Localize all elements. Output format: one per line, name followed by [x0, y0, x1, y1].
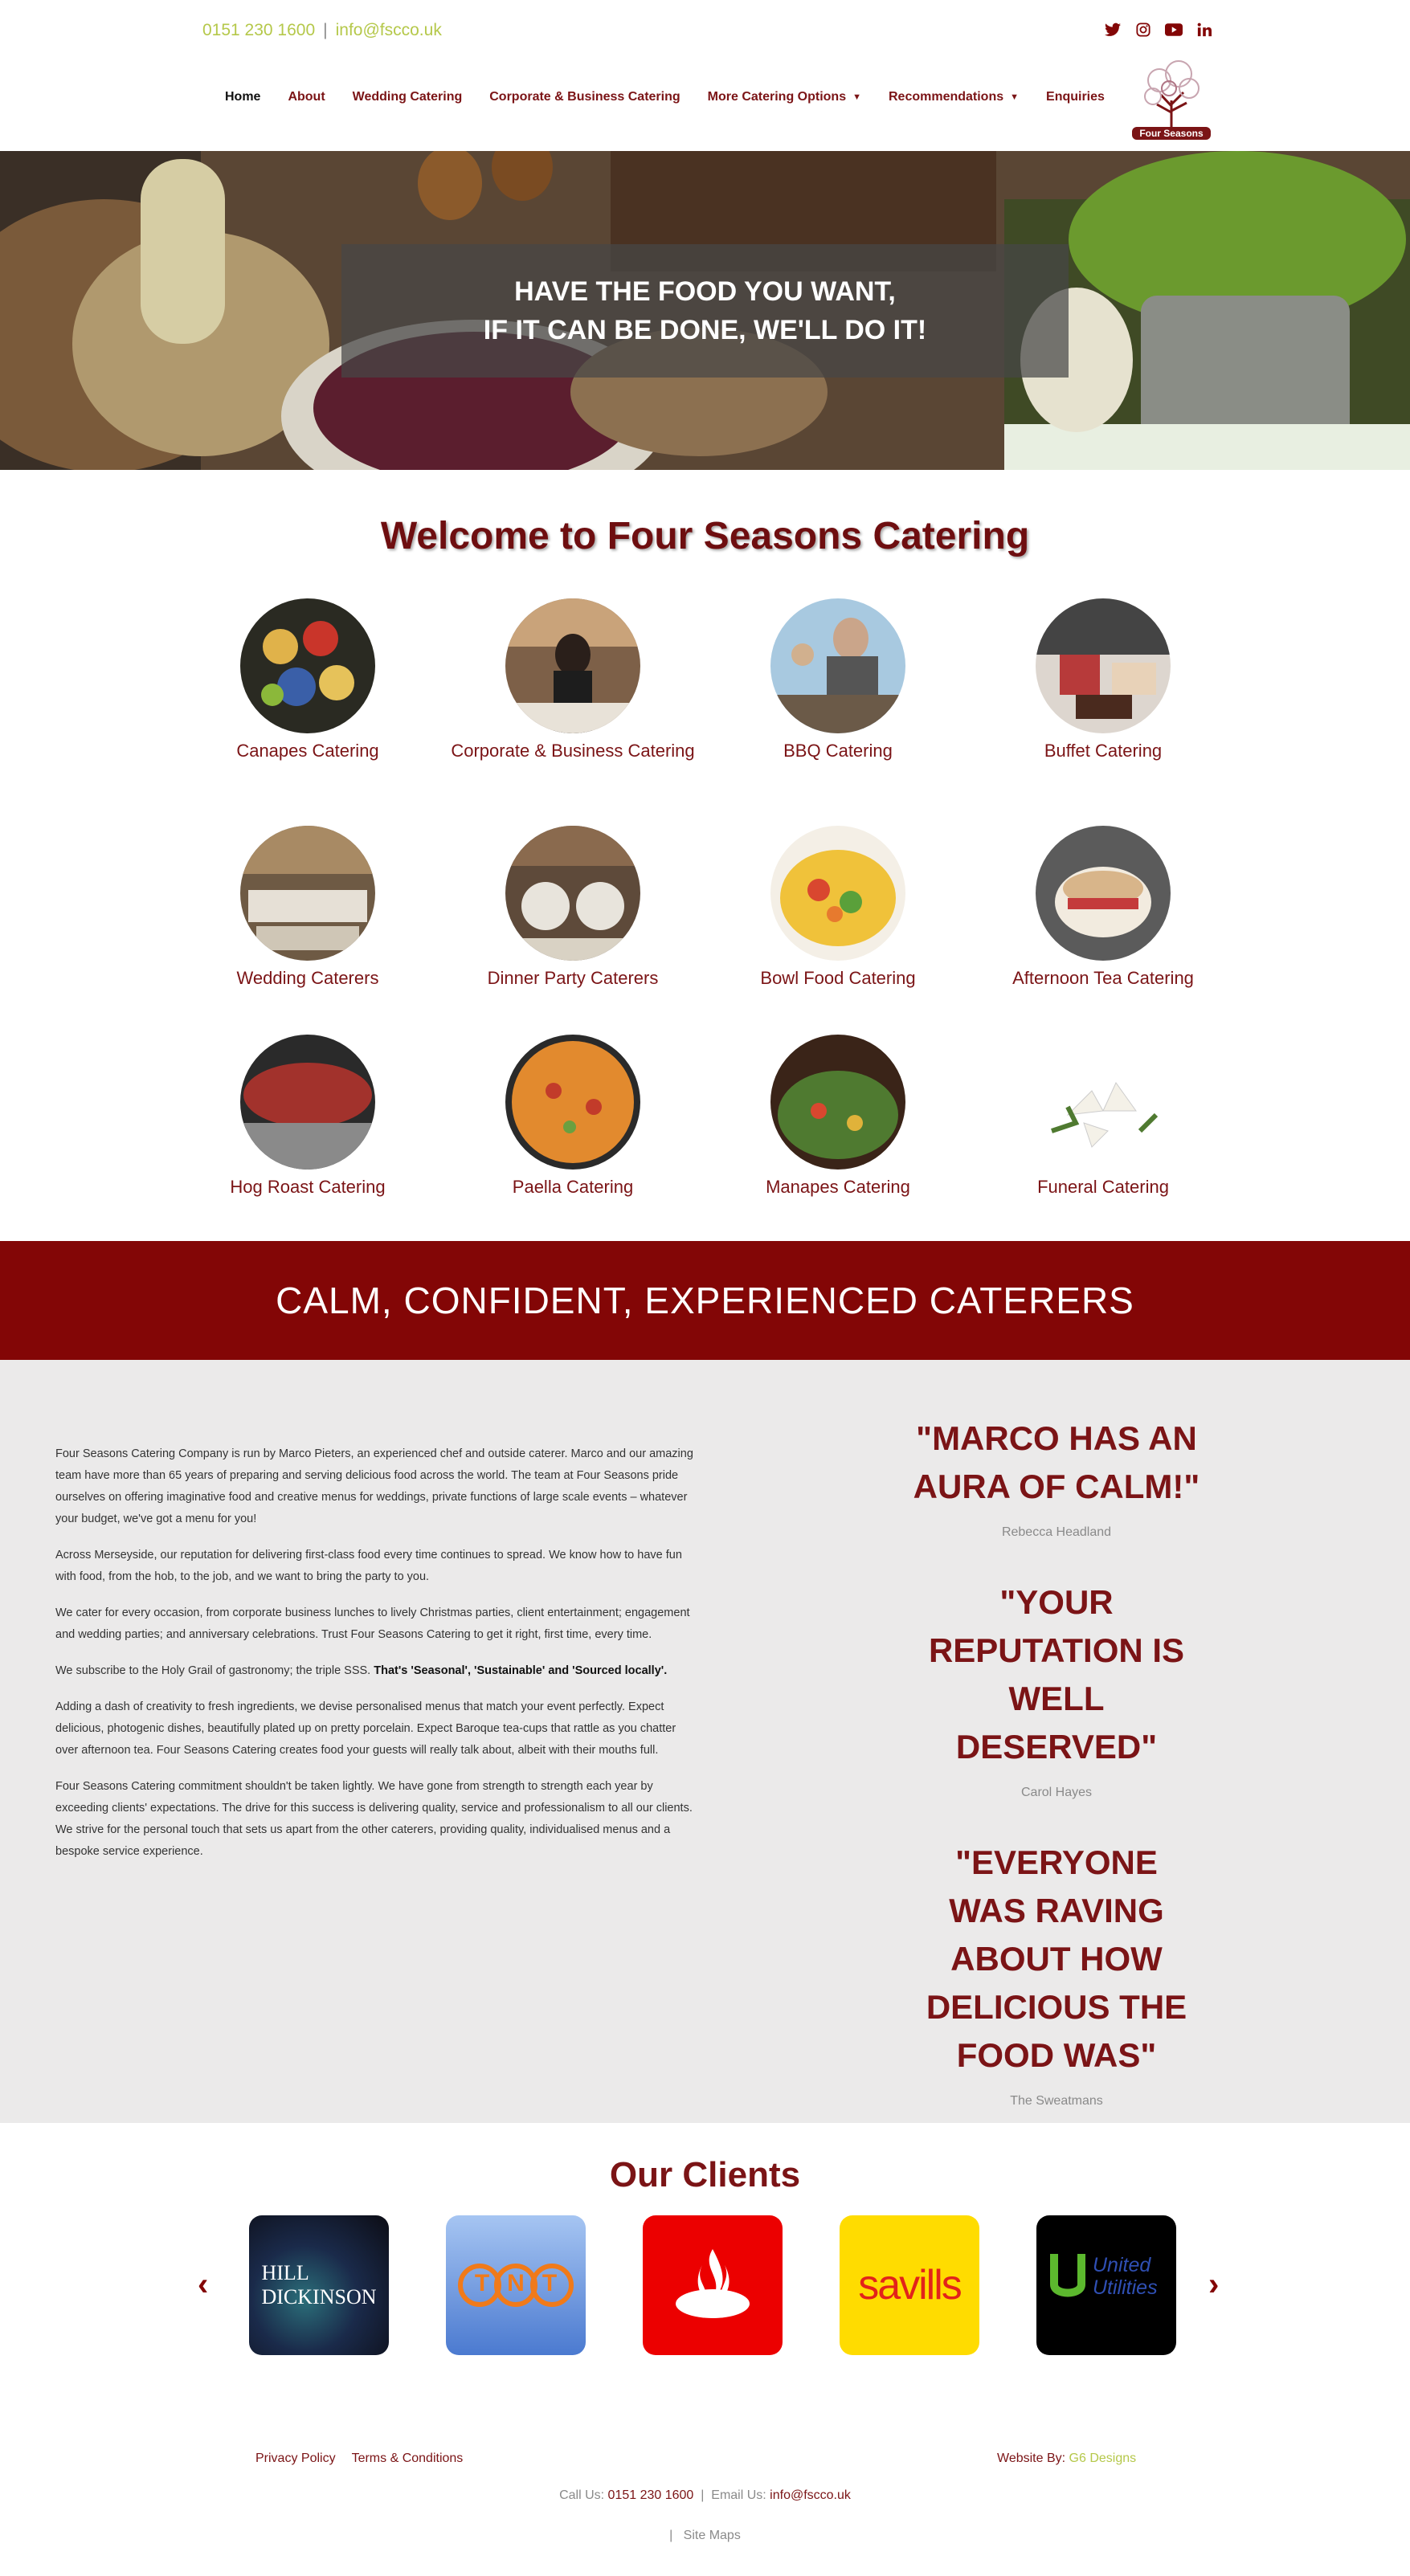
- tnt-wordmark: TNT: [474, 2270, 575, 2296]
- bbq-photo: [770, 598, 905, 733]
- nav-corporate-catering-label: Corporate & Business Catering: [489, 90, 680, 104]
- header-contact: [202, 21, 442, 40]
- nav-wedding-catering[interactable]: [353, 90, 463, 104]
- header-email-link[interactable]: info@fscco.uk: [335, 21, 442, 39]
- about-section: [0, 1360, 1410, 2123]
- testimonial-quote: "EVERYONE WAS RAVING ABOUT HOW DELICIOUS THE FOOD WAS": [926, 1843, 1187, 2074]
- testimonial-author: The Sweatmans: [1010, 2094, 1103, 2108]
- logo-text: Four Seasons: [1139, 128, 1204, 139]
- nav-more-options-label: More Catering Options: [707, 90, 847, 104]
- service-bbq[interactable]: [709, 598, 967, 761]
- hero-banner: [0, 151, 1410, 470]
- service-dinner-party[interactable]: [444, 826, 701, 988]
- footer-credit: [997, 2451, 1136, 2466]
- service-label: Corporate & Business Catering: [451, 741, 695, 761]
- service-label: Hog Roast Catering: [230, 1177, 386, 1197]
- canapes-photo: [240, 598, 375, 733]
- clients-title: Our Clients: [609, 2155, 801, 2194]
- nav-recommendations-label: Recommendations: [888, 90, 1004, 104]
- footer-sep: |: [701, 2488, 705, 2502]
- about-paragraph: Adding a dash of creativity to fresh ingredients, we devise personalised menus that match your event perfectly. Expect delicious, photogenic dishes, beautifully plated up on pretty porcelain. Expect Baroque tea-cups that rattle as you chatter over afternoon tea. Four Seasons Catering creates food your guests will really talk about, albeit with their mouths full.: [55, 1700, 676, 1757]
- footer-links: [255, 2451, 463, 2466]
- twitter-icon[interactable]: [1104, 21, 1122, 39]
- terms-link[interactable]: Terms & Conditions: [351, 2451, 464, 2465]
- nav-recommendations[interactable]: [889, 90, 1019, 104]
- service-bowl-food[interactable]: [709, 826, 967, 988]
- service-manapes[interactable]: [709, 1035, 967, 1197]
- nav-enquiries-label: Enquiries: [1046, 90, 1105, 104]
- testimonial-quote: "MARCO HAS AN AURA OF CALM!": [913, 1419, 1200, 1505]
- hog-roast-photo: [240, 1035, 375, 1170]
- about-text: [55, 1443, 698, 1877]
- united-utilities-line1: United: [1093, 2254, 1151, 2276]
- united-utilities-line2: Utilities: [1093, 2276, 1158, 2299]
- testimonial-quote: "YOUR REPUTATION IS WELL DESERVED": [928, 1583, 1185, 1766]
- header-separator: |: [323, 21, 328, 39]
- manapes-photo: [770, 1035, 905, 1170]
- funeral-lilies-photo: [1036, 1035, 1171, 1170]
- afternoon-tea-photo: [1036, 826, 1171, 961]
- social-links: [1104, 21, 1213, 39]
- paella-photo: [505, 1035, 640, 1170]
- service-afternoon-tea[interactable]: [975, 826, 1232, 988]
- testimonial-author: Rebecca Headland: [1001, 1525, 1112, 1539]
- footer-sep: |: [669, 2529, 673, 2542]
- nav-about-label: About: [288, 90, 325, 104]
- buffet-photo: [1036, 598, 1171, 733]
- client-hill-dickinson-wordmark: [262, 2261, 377, 2309]
- service-hog-roast[interactable]: [179, 1035, 436, 1197]
- service-canapes[interactable]: [179, 598, 436, 761]
- g6-designs-link[interactable]: G6 Designs: [1069, 2451, 1137, 2465]
- service-label: Afternoon Tea Catering: [1012, 968, 1194, 988]
- call-us-label: Call Us:: [559, 2488, 605, 2502]
- nav-home[interactable]: [225, 90, 260, 104]
- service-corporate[interactable]: [444, 598, 701, 761]
- testimonial-author: Carol Hayes: [1020, 1786, 1093, 1799]
- hero-line-1: HAVE THE FOOD YOU WANT,: [514, 276, 896, 307]
- youtube-icon[interactable]: [1165, 21, 1183, 39]
- client-tnt[interactable]: [446, 2215, 586, 2355]
- service-paella[interactable]: [444, 1035, 701, 1197]
- client-savills[interactable]: [840, 2215, 979, 2355]
- about-sss-intro: We subscribe to the Holy Grail of gastronomy; the triple SSS.: [55, 1664, 371, 1677]
- footer-sitemap: [0, 2529, 1410, 2543]
- email-us-label: Email Us:: [711, 2488, 766, 2502]
- service-label: Buffet Catering: [1044, 741, 1163, 761]
- hero-message-box: [341, 244, 1069, 378]
- service-funeral[interactable]: [975, 1035, 1232, 1197]
- about-paragraph: Four Seasons Catering Company is run by Marco Pieters, an experienced chef and outside caterer. Marco and our amazing team have more than 65 years of preparing and serving delicious food across the world. The team at Four Seasons pride ourselves on offering imaginative food and creative menus for weddings, private functions of large scale events – whatever your budget, we've got a menu for you!: [55, 1447, 693, 1525]
- service-label: Funeral Catering: [1037, 1177, 1169, 1197]
- santander-flame-icon: [668, 2241, 757, 2329]
- nav-about[interactable]: [288, 90, 325, 104]
- testimonials: [880, 1415, 1233, 2147]
- about-paragraph: Four Seasons Catering commitment shouldn't be taken lightly. We have gone from strength to strength each year by exceeding clients' expectations. The drive for this success is delivering quality, service and professionalism to all our clients. We strive for the personal touch that sets us apart from the other caterers, providing quality, individualised menus and a bespoke service experience.: [55, 1780, 693, 1858]
- service-label: BBQ Catering: [783, 741, 893, 761]
- united-utilities-u-icon: [1048, 2249, 1088, 2313]
- about-paragraph: [55, 1660, 698, 1682]
- about-paragraph: Across Merseyside, our reputation for delivering first-class food every time continues to spread. We know how to have fun with food, from the hob, to the job, and we want to bring the party to you.: [55, 1549, 682, 1583]
- four-seasons-logo[interactable]: [1129, 56, 1214, 143]
- client-hill-dickinson[interactable]: [249, 2215, 389, 2355]
- main-nav: [225, 90, 1105, 104]
- united-utilities-wordmark: [1093, 2254, 1158, 2299]
- service-label: Manapes Catering: [766, 1177, 910, 1197]
- footer-email-link[interactable]: info@fscco.uk: [770, 2488, 851, 2502]
- nav-home-label: Home: [225, 90, 261, 104]
- hero-line-2: IF IT CAN BE DONE, WE'LL DO IT!: [483, 315, 927, 345]
- nav-enquiries[interactable]: [1046, 90, 1105, 104]
- service-label: Dinner Party Caterers: [487, 968, 659, 988]
- service-label: Bowl Food Catering: [760, 968, 916, 988]
- carousel-next-button[interactable]: ›: [1208, 2267, 1220, 2302]
- linkedin-icon[interactable]: [1195, 21, 1213, 39]
- service-label: Paella Catering: [512, 1177, 634, 1197]
- nav-corporate-catering[interactable]: [489, 90, 680, 104]
- about-paragraph: We cater for every occasion, from corporate business lunches to lively Christmas parties, client entertainment; engagement and wedding parties; and anniversary celebrations. Trust Four Seasons Catering to get it right, first time, every time.: [55, 1606, 690, 1641]
- top-bar: [0, 0, 1410, 64]
- privacy-policy-link[interactable]: Privacy Policy: [255, 2451, 336, 2465]
- client-santander[interactable]: [643, 2215, 783, 2355]
- welcome-title: Welcome to Four Seasons Catering: [380, 515, 1030, 557]
- client-united-utilities[interactable]: [1036, 2215, 1176, 2355]
- dinner-party-photo: [505, 826, 640, 961]
- service-wedding[interactable]: [179, 826, 436, 988]
- hill-dickinson-line1: HILL: [261, 2261, 309, 2284]
- caterers-banner: [0, 1241, 1410, 1360]
- service-buffet[interactable]: [975, 598, 1232, 761]
- savills-wordmark: savills: [858, 2262, 961, 2309]
- website-by-label: Website By:: [997, 2451, 1066, 2465]
- instagram-icon[interactable]: [1134, 21, 1152, 39]
- site-maps-link[interactable]: Site Maps: [683, 2529, 741, 2542]
- service-label: Canapes Catering: [236, 741, 379, 761]
- footer-phone-link[interactable]: 0151 230 1600: [607, 2488, 694, 2502]
- service-label: Wedding Caterers: [236, 968, 379, 988]
- carousel-prev-button[interactable]: ‹: [198, 2267, 209, 2302]
- about-sss-bold: That's 'Seasonal', 'Sustainable' and 'Sourced locally'.: [374, 1664, 668, 1677]
- chevron-down-icon: ▼: [1010, 92, 1020, 102]
- wedding-photo: [240, 826, 375, 961]
- banner-title: CALM, CONFIDENT, EXPERIENCED CATERERS: [276, 1280, 1134, 1321]
- bowl-food-photo: [770, 826, 905, 961]
- hill-dickinson-line2: DICKINSON: [261, 2285, 377, 2309]
- nav-more-options[interactable]: [708, 90, 861, 104]
- corporate-photo: [505, 598, 640, 733]
- chevron-down-icon: ▼: [852, 92, 861, 102]
- footer-contact: [0, 2488, 1410, 2503]
- nav-wedding-catering-label: Wedding Catering: [352, 90, 463, 104]
- header-phone-link[interactable]: 0151 230 1600: [202, 21, 316, 39]
